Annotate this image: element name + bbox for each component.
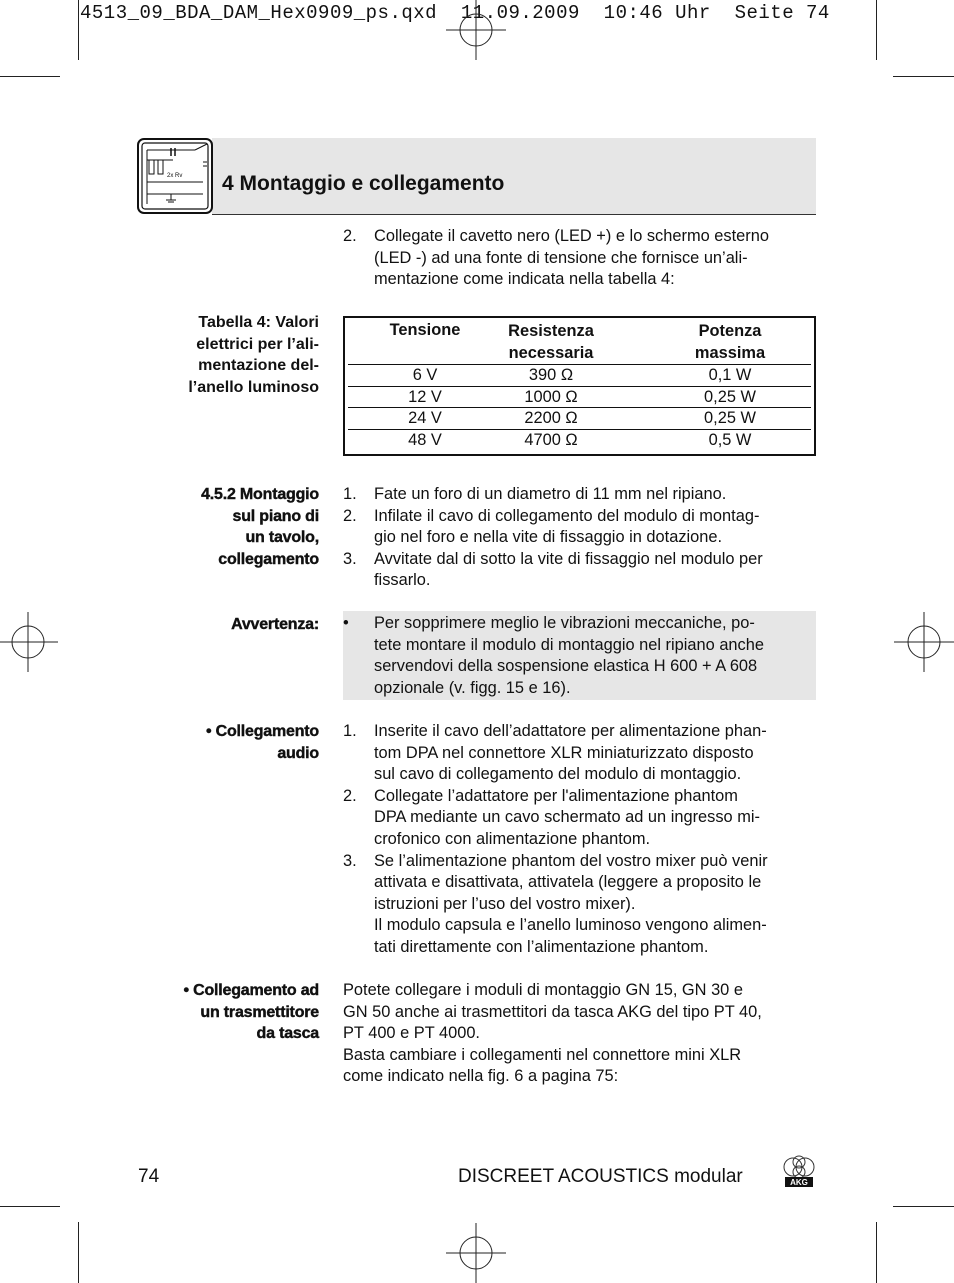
list-item: 2. Collegate l’adattatore per l'alimentazione phantom DPA mediante un cavo schermato ad un ingresso mi- crofonico con alimentazione phantom. <box>343 786 760 848</box>
warning-heading: Avvertenza: <box>231 616 319 633</box>
list-item: 1. Fate un foro di un diametro di 11 mm nel ripiano. <box>343 485 727 503</box>
section-452-steps <box>343 484 816 592</box>
warning-text: • Per sopprimere meglio le vibrazioni meccaniche, po- tete montare il modulo di montaggio nel ripiano anche servendovi della sospensione elastica H 600 + A 608 opzionale (v. figg. 15 e 16). <box>343 614 764 697</box>
header-cell: Potenza massima <box>694 322 766 362</box>
transmitter-heading: • Collegamento ad un trasmettitore da tasca <box>183 982 319 1043</box>
crop-mark <box>876 1222 877 1283</box>
registration-mark-icon <box>446 1223 506 1283</box>
audio-heading: • Collegamento audio <box>205 723 319 762</box>
product-name: DISCREET ACOUSTICS modular <box>458 1166 743 1187</box>
registration-mark-icon <box>446 0 506 60</box>
header-cell: Resistenza necessaria <box>508 322 594 362</box>
table-row: 6 V 390 Ω 0,1 W <box>412 366 752 384</box>
caption-line: l’anello luminoso <box>188 378 319 396</box>
intro-step <box>343 226 816 291</box>
header-cell: Tensione <box>389 321 461 339</box>
step-line: (LED -) ad una fonte di tensione che fornisce un’ali- <box>374 248 748 267</box>
caption-line: Tabella 4: Valori <box>198 314 319 331</box>
crop-mark <box>78 0 79 60</box>
akg-logo-icon <box>780 1155 818 1189</box>
crop-mark <box>893 1206 954 1207</box>
table-caption <box>139 312 319 398</box>
transmitter-text: Potete collegare i moduli di montaggio GN 15, GN 30 e GN 50 anche ai trasmettitori da tasca AKG del tipo PT 40, PT 400 e PT 4000. Basta cambiare i collegamenti nel connettore mini XLR come indicato nella fig. 6 a pagina 75: <box>343 981 762 1086</box>
list-item: 2. Infilate il cavo di collegamento del modulo di montag- gio nel foro e nella vite di fissaggio in dotazione. <box>343 506 760 547</box>
table-row: 24 V 2200 Ω 0,25 W <box>408 409 756 428</box>
registration-mark-icon <box>894 612 954 672</box>
table-row: 48 V 4700 Ω 0,5 W <box>408 430 752 449</box>
section-heading-452: 4.5.2 Montaggio sul piano di un tavolo, collegamento <box>201 486 319 568</box>
caption-line: elettrici per l’ali- <box>196 335 319 353</box>
registration-mark-icon <box>0 612 58 672</box>
svg-text:AKG: AKG <box>790 1178 808 1187</box>
table-body <box>345 365 814 451</box>
crop-mark <box>78 1222 79 1283</box>
step-number: 2. <box>343 227 357 245</box>
list-item: 3. Avvitate dal di sotto la vite di fissaggio nel modulo per fissarlo. <box>343 549 763 590</box>
caption-line: mentazione del- <box>198 357 319 375</box>
list-item: 3. Se l’alimentazione phantom del vostro mixer può venir attivata e disattivata, attivatela (leggere a proposito le istruzioni per l’uso del vostro mixer). Il modulo capsula e l’anello luminoso vengono alimen- tati direttamente con l’alimentazione phantom. <box>343 851 768 956</box>
crop-mark <box>0 1206 60 1207</box>
table-row: 12 V 1000 Ω 0,25 W <box>408 387 756 406</box>
print-slug-line: 4513_09_BDA_DAM_Hex0909_ps.qxd 11.09.2009 10:46 Uhr Seite 74 <box>80 2 830 24</box>
step-line: mentazione come indicata nella tabella 4: <box>374 270 675 289</box>
chapter-title: 4 Montaggio e collegamento <box>222 172 505 195</box>
crop-mark <box>893 76 954 77</box>
power-table <box>343 316 816 456</box>
crop-mark <box>0 76 60 77</box>
list-item: 1. Inserite il cavo dell’adattatore per alimentazione phan- tom DPA nel connettore XLR miniaturizzato disposto sul cavo di collegamento del modulo di montaggio. <box>343 722 767 784</box>
audio-steps <box>343 721 816 959</box>
step-line: Collegate il cavetto nero (LED +) e lo schermo esterno <box>374 227 769 245</box>
page-number: 74 <box>138 1166 160 1187</box>
svg-text:2x Rv: 2x Rv <box>167 173 183 179</box>
bullet: • <box>343 614 349 632</box>
circuit-diagram-icon <box>137 138 213 214</box>
crop-mark <box>876 0 877 60</box>
